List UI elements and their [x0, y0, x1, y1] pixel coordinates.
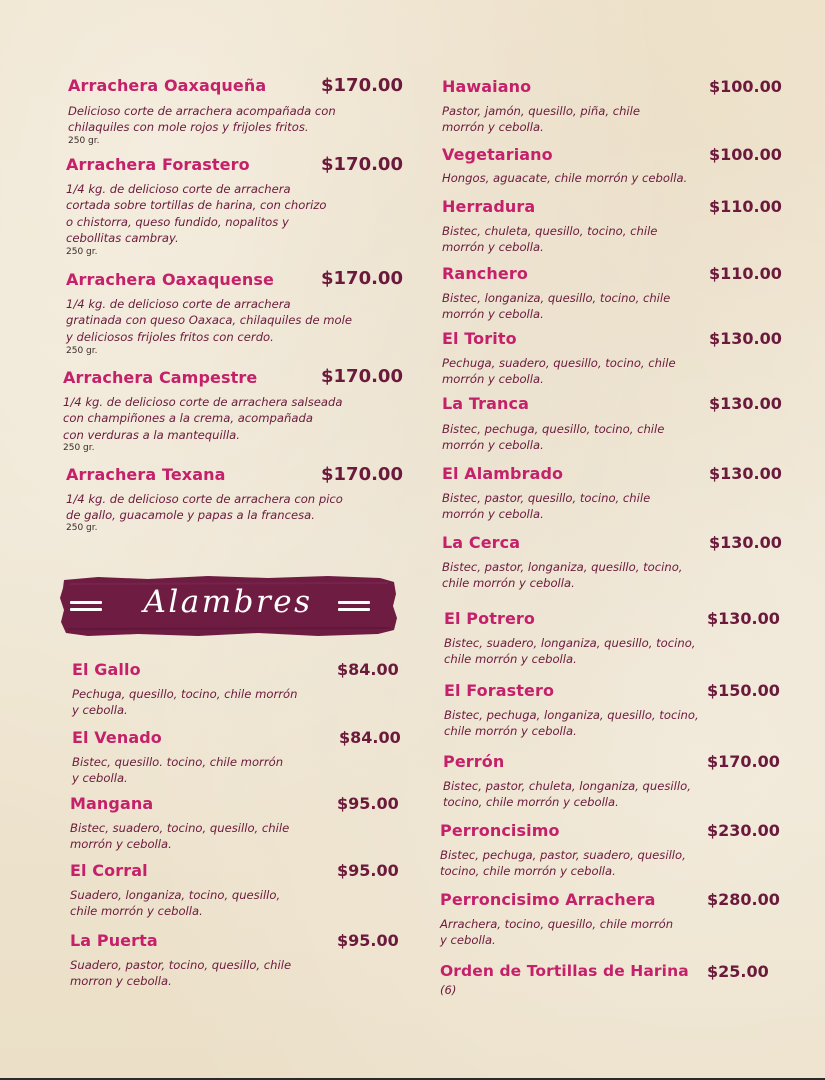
- item-name: Mangana: [70, 794, 154, 813]
- item-price: $230.00: [707, 821, 780, 840]
- item-description: Bistec, chuleta, quesillo, tocino, chile morrón y cebolla.: [442, 224, 658, 255]
- item-name: Perroncisimo: [440, 821, 560, 840]
- item-name: Vegetariano: [442, 145, 553, 164]
- item-weight: 250 gr.: [68, 136, 100, 146]
- item-price: $100.00: [709, 77, 782, 96]
- item-description: Bistec, pastor, longaniza, quesillo, tocino, chile morrón y cebolla.: [442, 560, 683, 591]
- item-description: Bistec, suadero, tocino, quesillo, chile morrón y cebolla.: [70, 821, 290, 852]
- item-name: El Torito: [442, 329, 517, 348]
- item-price: $84.00: [339, 728, 401, 747]
- item-name: Orden de Tortillas de Harina: [440, 962, 689, 980]
- item-price: $130.00: [709, 394, 782, 413]
- item-price: $100.00: [709, 145, 782, 164]
- item-price: $84.00: [337, 660, 399, 679]
- item-description: Suadero, pastor, tocino, quesillo, chile morron y cebolla.: [70, 958, 292, 989]
- item-name: El Alambrado: [442, 464, 564, 483]
- item-description: Pechuga, suadero, quesillo, tocino, chile morrón y cebolla.: [442, 356, 676, 387]
- item-name: El Corral: [70, 861, 148, 880]
- item-weight: 250 gr.: [66, 346, 98, 356]
- item-name: Perroncisimo Arrachera: [440, 890, 656, 909]
- item-price: $95.00: [337, 861, 399, 880]
- item-description: 1/4 kg. de delicioso corte de arrachera gratinada con queso Oaxaca, chilaquiles de mole y deliciosos frijoles fritos con cerdo.: [66, 297, 352, 344]
- item-description: Pastor, jamón, quesillo, piña, chile morrón y cebolla.: [442, 104, 640, 135]
- item-name: La Tranca: [442, 394, 529, 413]
- section-banner: [58, 574, 398, 638]
- item-name: Arrachera Oaxaquense: [66, 270, 274, 289]
- item-price: $95.00: [337, 794, 399, 813]
- item-description: Pechuga, quesillo, tocino, chile morrón y cebolla.: [72, 687, 298, 718]
- item-name: Hawaiano: [442, 77, 532, 96]
- item-description: Bistec, pastor, quesillo, tocino, chile morrón y cebolla.: [442, 491, 651, 522]
- section-title: Alambres: [143, 584, 313, 620]
- item-description: 1/4 kg. de delicioso corte de arrachera cortada sobre tortillas de harina, con chorizo o chistorra, queso fundido, nopalitos y cebollitas cambray.: [66, 182, 327, 245]
- item-description: Arrachera, tocino, quesillo, chile morrón y cebolla.: [440, 917, 674, 948]
- item-name: El Potrero: [444, 609, 535, 628]
- item-description: Delicioso corte de arrachera acompañada con chilaquiles con mole rojos y frijoles fritos.: [68, 104, 336, 135]
- item-name: La Cerca: [442, 533, 521, 552]
- item-price: $170.00: [321, 75, 403, 96]
- item-name: Arrachera Texana: [66, 465, 226, 484]
- item-description: Bistec, longaniza, quesillo, tocino, chile morrón y cebolla.: [442, 291, 671, 322]
- item-description: Bistec, quesillo. tocino, chile morrón y cebolla.: [72, 755, 284, 786]
- item-weight: 250 gr.: [66, 247, 98, 257]
- item-price: $25.00: [707, 962, 769, 981]
- item-name: Herradura: [442, 197, 536, 216]
- item-description: 1/4 kg. de delicioso corte de arrachera con pico de gallo, guacamole y papas a la francesa.: [66, 492, 343, 523]
- item-price: $130.00: [709, 329, 782, 348]
- item-weight: 250 gr.: [63, 443, 95, 453]
- item-name: Ranchero: [442, 264, 528, 283]
- item-name: El Venado: [72, 728, 162, 747]
- item-price: $170.00: [707, 752, 780, 771]
- item-price: $110.00: [709, 197, 782, 216]
- item-price: $110.00: [709, 264, 782, 283]
- item-description: Suadero, longaniza, tocino, quesillo, chile morrón y cebolla.: [70, 888, 281, 919]
- item-name: Arrachera Oaxaqueña: [68, 76, 267, 95]
- item-description: Bistec, pechuga, pastor, suadero, quesillo, tocino, chile morrón y cebolla.: [440, 848, 686, 879]
- item-description: Bistec, pastor, chuleta, longaniza, quesillo, tocino, chile morrón y cebolla.: [443, 779, 691, 810]
- item-name: El Forastero: [444, 681, 555, 700]
- item-description: (6): [440, 983, 457, 997]
- item-name: La Puerta: [70, 931, 158, 950]
- item-name: Arrachera Forastero: [66, 155, 250, 174]
- item-weight: 250 gr.: [66, 523, 98, 533]
- item-price: $170.00: [321, 464, 403, 485]
- item-description: Bistec, pechuga, quesillo, tocino, chile morrón y cebolla.: [442, 422, 665, 453]
- item-name: El Gallo: [72, 660, 141, 679]
- item-price: $130.00: [709, 533, 782, 552]
- item-description: Bistec, pechuga, longaniza, quesillo, tocino, chile morrón y cebolla.: [444, 708, 699, 739]
- item-price: $150.00: [707, 681, 780, 700]
- item-price: $170.00: [321, 268, 403, 289]
- item-price: $95.00: [337, 931, 399, 950]
- item-price: $130.00: [707, 609, 780, 628]
- item-description: 1/4 kg. de delicioso corte de arrachera salseada con champiñones a la crema, acompañada con verduras a la mantequilla.: [63, 395, 343, 442]
- item-price: $170.00: [321, 366, 403, 387]
- item-description: Bistec, suadero, longaniza, quesillo, tocino, chile morrón y cebolla.: [444, 636, 696, 667]
- item-price: $130.00: [709, 464, 782, 483]
- item-name: Perrón: [443, 752, 505, 771]
- item-description: Hongos, aguacate, chile morrón y cebolla.: [442, 171, 688, 185]
- item-price: $170.00: [321, 154, 403, 175]
- item-name: Arrachera Campestre: [63, 368, 258, 387]
- item-price: $280.00: [707, 890, 780, 909]
